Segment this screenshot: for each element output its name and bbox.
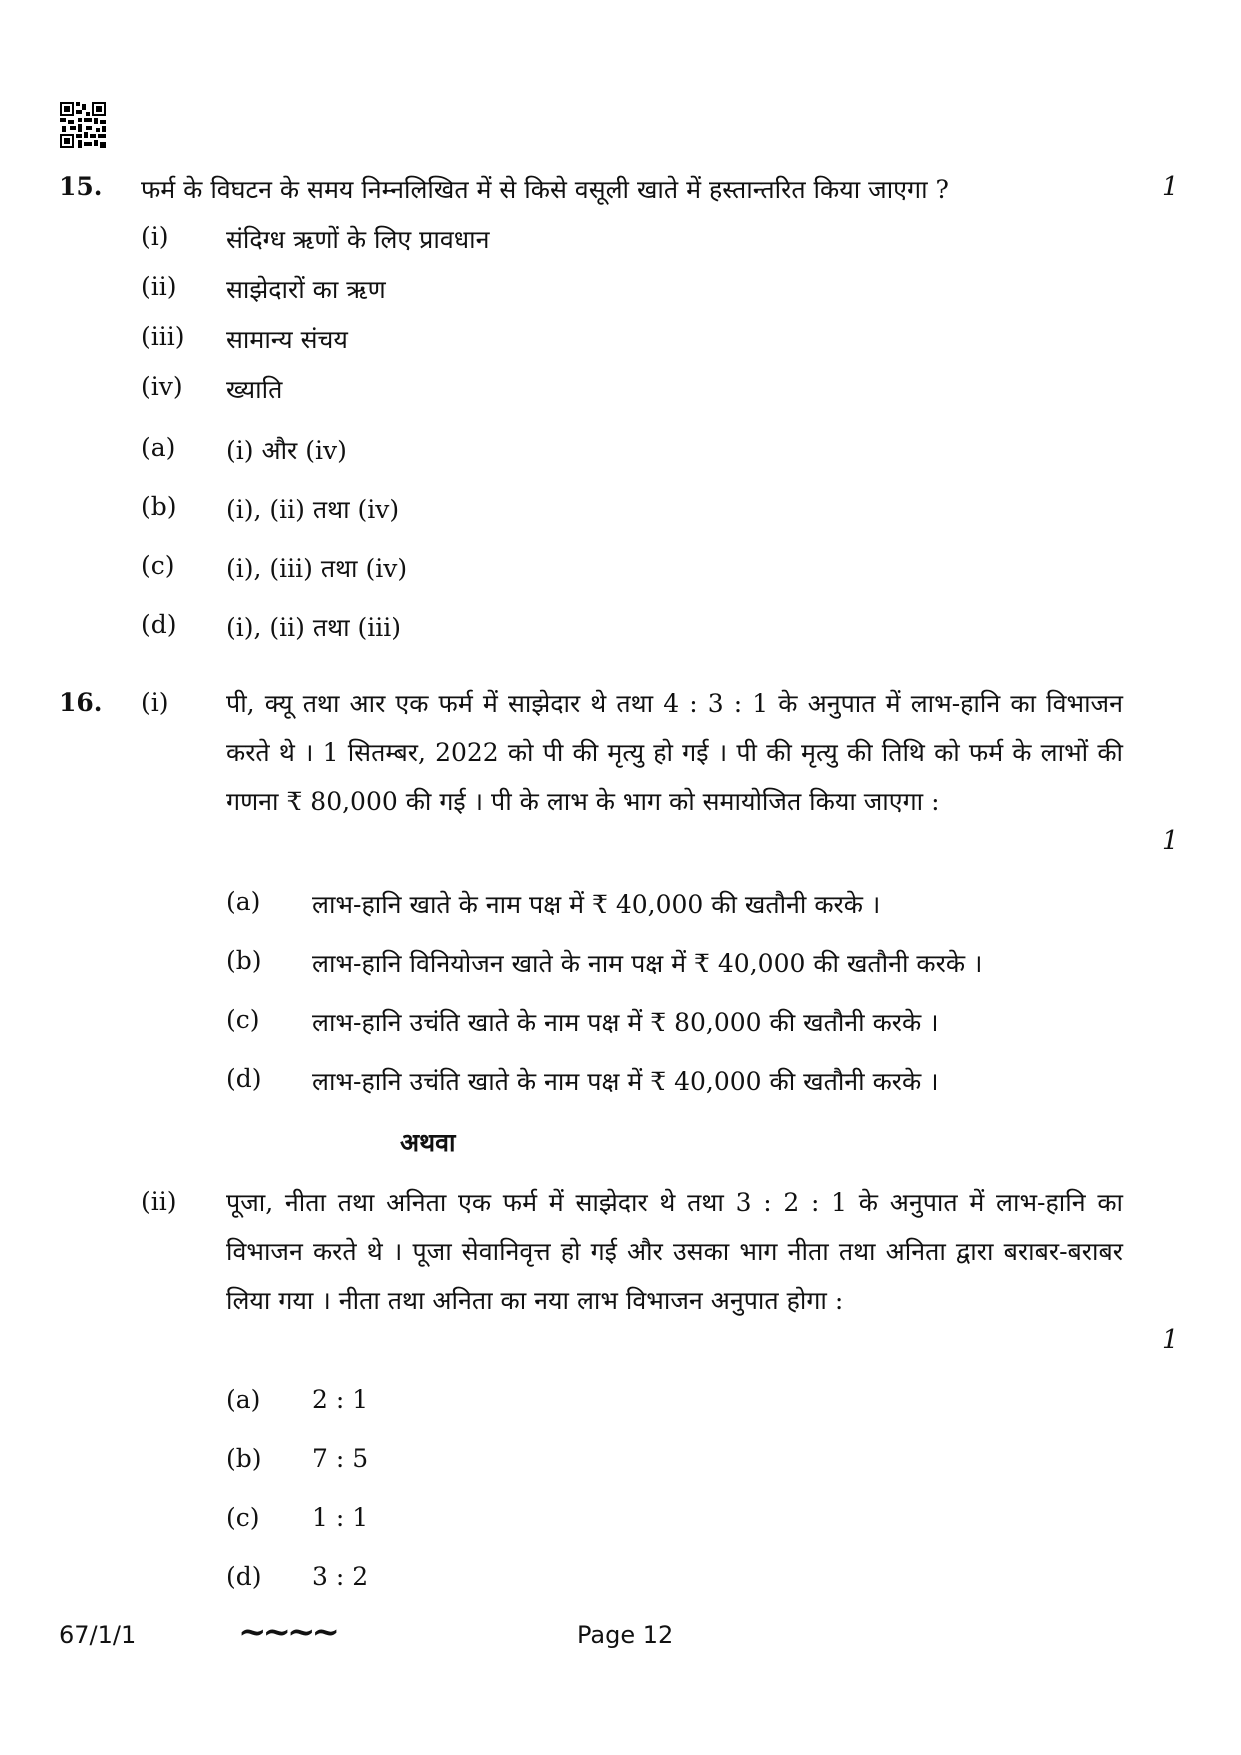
page-number: Page 12 <box>577 1621 674 1649</box>
q16-2-option-text: 7 : 5 <box>312 1444 369 1473</box>
q15-item-text: सामान्य संचय <box>226 325 348 354</box>
q16-part-2-label: (ii) <box>141 1187 177 1216</box>
q16-part-1-text: पी, क्यू तथा आर एक फर्म में साझेदार थे तथा 4 : 3 : 1 के अनुपात में लाभ-हानि का विभाजन करते थे । 1 सितम्बर, 2022 को पी की मृत्यु हो गई । पी की मृत्यु की तिथि को फर्म के लाभों की गणना ₹ 80,000 की गई । पी के लाभ के भाग को समायोजित किया जाएगा : <box>226 689 1123 816</box>
q16-1-option-text: लाभ-हानि उचंति खाते के नाम पक्ष में ₹ 80,000 की खतौनी करके । <box>312 1008 939 1037</box>
q16-2-option-text: 1 : 1 <box>312 1503 369 1532</box>
q15-option-label: (c) <box>141 551 175 580</box>
q16-1-option-text: लाभ-हानि उचंति खाते के नाम पक्ष में ₹ 40,000 की खतौनी करके । <box>312 1067 939 1096</box>
q16-part-1-label: (i) <box>141 688 169 717</box>
or-label: अथवा <box>400 1128 456 1157</box>
question-15-marks: 1 <box>1162 172 1179 202</box>
q15-option-label: (d) <box>141 610 177 639</box>
q16-part-2-marks: 1 <box>1162 1325 1179 1355</box>
question-16-number: 16. <box>59 688 103 717</box>
question-15-text: फर्म के विघटन के समय निम्नलिखित में से किसे वसूली खाते में हस्तान्तरित किया जाएगा ? <box>141 175 949 204</box>
q16-1-option-label: (d) <box>226 1064 262 1093</box>
q15-item-text: ख्याति <box>226 375 283 404</box>
q16-2-option-label: (d) <box>226 1562 262 1591</box>
footer-ornament: ~~~~ <box>238 1612 336 1652</box>
q15-option-label: (a) <box>141 433 176 462</box>
q15-item-text: साझेदारों का ऋण <box>226 275 386 304</box>
q15-option-text: (i), (iii) तथा (iv) <box>226 554 408 583</box>
q16-1-option-label: (c) <box>226 1005 260 1034</box>
q15-item-label: (ii) <box>141 272 177 301</box>
q16-2-option-label: (b) <box>226 1444 262 1473</box>
q15-option-text: (i), (ii) तथा (iii) <box>226 613 401 642</box>
q16-2-option-text: 2 : 1 <box>312 1385 369 1414</box>
q16-2-option-text: 3 : 2 <box>312 1562 369 1591</box>
q15-option-text: (i) और (iv) <box>226 436 347 465</box>
q15-item-label: (iii) <box>141 322 185 351</box>
q16-1-option-text: लाभ-हानि विनियोजन खाते के नाम पक्ष में ₹ 40,000 की खतौनी करके । <box>312 949 983 978</box>
question-15-number: 15. <box>59 172 103 201</box>
q16-1-option-label: (a) <box>226 887 261 916</box>
q15-item-label: (i) <box>141 222 169 251</box>
q15-item-text: संदिग्ध ऋणों के लिए प्रावधान <box>226 225 490 254</box>
q16-1-option-label: (b) <box>226 946 262 975</box>
q16-2-option-label: (a) <box>226 1385 261 1414</box>
q16-part-1-marks: 1 <box>1162 826 1179 856</box>
q15-item-label: (iv) <box>141 372 183 401</box>
q15-option-text: (i), (ii) तथा (iv) <box>226 495 400 524</box>
q15-option-label: (b) <box>141 492 177 521</box>
paper-code: 67/1/1 <box>59 1621 137 1649</box>
q16-part-2-text: पूजा, नीता तथा अनिता एक फर्म में साझेदार थे तथा 3 : 2 : 1 के अनुपात में लाभ-हानि का विभाजन करते थे । पूजा सेवानिवृत्त हो गई और उसका भाग नीता तथा अनिता द्वारा बराबर-बराबर लिया गया । नीता तथा अनिता का नया लाभ विभाजन अनुपात होगा : <box>226 1188 1123 1315</box>
qr-code <box>60 102 106 148</box>
q16-1-option-text: लाभ-हानि खाते के नाम पक्ष में ₹ 40,000 की खतौनी करके । <box>312 890 881 919</box>
q16-2-option-label: (c) <box>226 1503 260 1532</box>
